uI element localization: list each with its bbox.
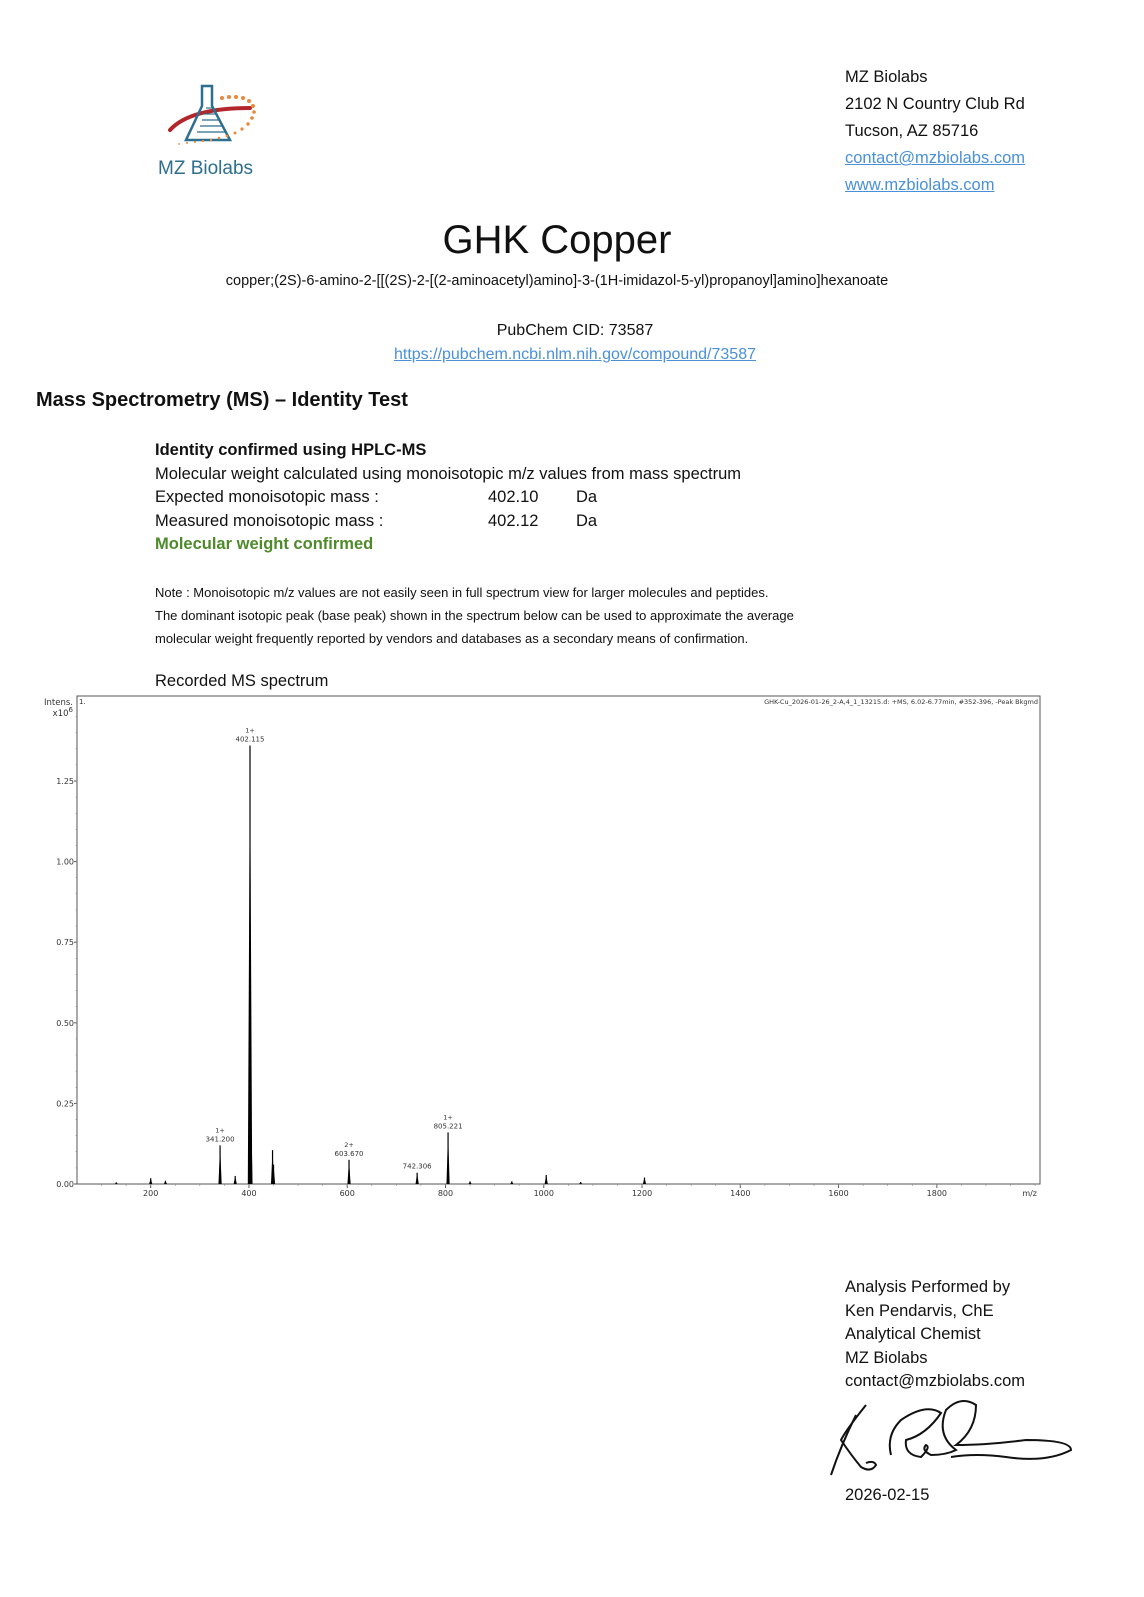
- measured-mass-unit: Da: [576, 511, 598, 530]
- peak-label: 805.221: [433, 1122, 463, 1131]
- signature-icon: [826, 1395, 1086, 1485]
- analyst-line: Analysis Performed by: [845, 1278, 1011, 1296]
- ms-spectrum-chart: [0, 690, 1144, 1215]
- expected-mass-value: 402.10: [488, 488, 539, 506]
- spectrum-title: Recorded MS spectrum: [155, 672, 329, 690]
- peak-charge: 1+: [443, 1113, 453, 1122]
- plot-frame: [77, 696, 1040, 1184]
- y-tick-label: 0.75: [56, 938, 74, 948]
- iupac-name: copper;(2S)-6-amino-2-[[(2S)-2-[(2-aminoacetyl)amino]-3-(1H-imidazol-5-yl)propanoyl]amino]hexanoate: [225, 273, 889, 289]
- note-line: The dominant isotopic peak (base peak) shown in the spectrum below can be used to approximate the average: [155, 608, 794, 623]
- x-tick-label: 400: [241, 1189, 257, 1198]
- pubchem-link[interactable]: https://pubchem.ncbi.nlm.nih.gov/compound/73587: [393, 346, 756, 363]
- x-tick-label: 800: [437, 1189, 454, 1198]
- spectrum-file-label: GHK-Cu_2026-01-26_2-A,4_1_13215.d: +MS, 6.02-6.77min, #352-396, -Peak Bkgmd: [764, 698, 1038, 706]
- y-tick-label: 1.00: [56, 857, 74, 867]
- y-tick-label: 0.25: [56, 1099, 74, 1109]
- peak-label: 742.306: [402, 1162, 432, 1171]
- analyst-block: [845, 1276, 1025, 1394]
- peak-label: 603.670: [334, 1149, 364, 1158]
- address-line-city: Tucson, AZ 85716: [845, 122, 979, 140]
- peak-charge: 1+: [215, 1126, 225, 1135]
- expected-mass-label: Expected monoisotopic mass :: [155, 488, 379, 506]
- x-tick-label: 600: [339, 1189, 355, 1198]
- email-link[interactable]: contact@mzbiolabs.com: [845, 149, 1025, 167]
- flask-logo-icon: [150, 78, 280, 163]
- website-link[interactable]: www.mzbiolabs.com: [845, 176, 995, 194]
- compound-title: GHK Copper: [442, 218, 672, 262]
- measured-mass-row: [155, 510, 741, 534]
- note-line: Note : Monoisotopic m/z values are not easily seen in full spectrum view for larger molecules and peptides.: [155, 585, 769, 600]
- company-address: [845, 64, 1025, 199]
- y-tick-label: 1.25: [56, 777, 74, 786]
- section-heading: Mass Spectrometry (MS) – Identity Test: [36, 389, 408, 411]
- expected-mass-unit: Da: [576, 488, 598, 506]
- pubchem-block: [0, 319, 1144, 367]
- spectrum-plot: [0, 690, 1144, 1210]
- x-tick-label: 1800: [926, 1189, 948, 1198]
- x-tick-label: 1200: [631, 1189, 653, 1198]
- axes: [56, 717, 1035, 1198]
- y-axis-scale: $x10^6$: [52, 706, 73, 719]
- x-tick-label: 200: [143, 1189, 159, 1198]
- x-tick-label: 1000: [533, 1189, 554, 1198]
- note-block: [155, 581, 794, 650]
- peak-charge: 1+: [245, 726, 255, 735]
- note-line: molecular weight frequently reported by vendors and databases as a secondary means of confirmation.: [155, 631, 749, 646]
- measured-mass-value: 402.12: [488, 511, 539, 530]
- analyst-company: MZ Biolabs: [845, 1348, 928, 1367]
- result-status: Molecular weight confirmed: [155, 535, 374, 553]
- logo-text: MZ Biolabs: [158, 158, 254, 179]
- address-line-street: 2102 N Country Club Rd: [845, 95, 1025, 113]
- x-tick-label: 1400: [730, 1189, 751, 1198]
- peak-label: 341.200: [205, 1135, 235, 1144]
- analyst-name: Ken Pendarvis, ChE: [845, 1301, 994, 1320]
- analyst-email: contact@mzbiolabs.com: [845, 1372, 1025, 1390]
- y-axis-label: Intens.: [44, 698, 73, 708]
- x-axis-label: m/z: [1022, 1189, 1037, 1198]
- panel-label: 1.: [79, 698, 86, 706]
- measured-mass-label: Measured monoisotopic mass :: [155, 511, 384, 530]
- y-tick-label: 0.00: [56, 1180, 74, 1189]
- identity-title: Identity confirmed using HPLC-MS: [155, 441, 427, 459]
- identity-summary: [155, 439, 741, 557]
- expected-mass-row: [155, 486, 741, 510]
- peak-label: 402.115: [235, 735, 265, 744]
- x-tick-label: 1600: [828, 1189, 849, 1198]
- peak-charge: 2+: [344, 1140, 354, 1149]
- y-tick-label: 0.50: [56, 1018, 74, 1028]
- analyst-title: Analytical Chemist: [845, 1325, 981, 1343]
- method-line: Molecular weight calculated using monoisotopic m/z values from mass spectrum: [155, 464, 741, 483]
- peaks: [115, 727, 646, 1184]
- signature: [826, 1395, 1086, 1490]
- address-line-company: MZ Biolabs: [845, 68, 928, 86]
- pubchem-cid: PubChem CID: 73587: [496, 322, 654, 339]
- analysis-date: 2026-02-15: [845, 1486, 930, 1504]
